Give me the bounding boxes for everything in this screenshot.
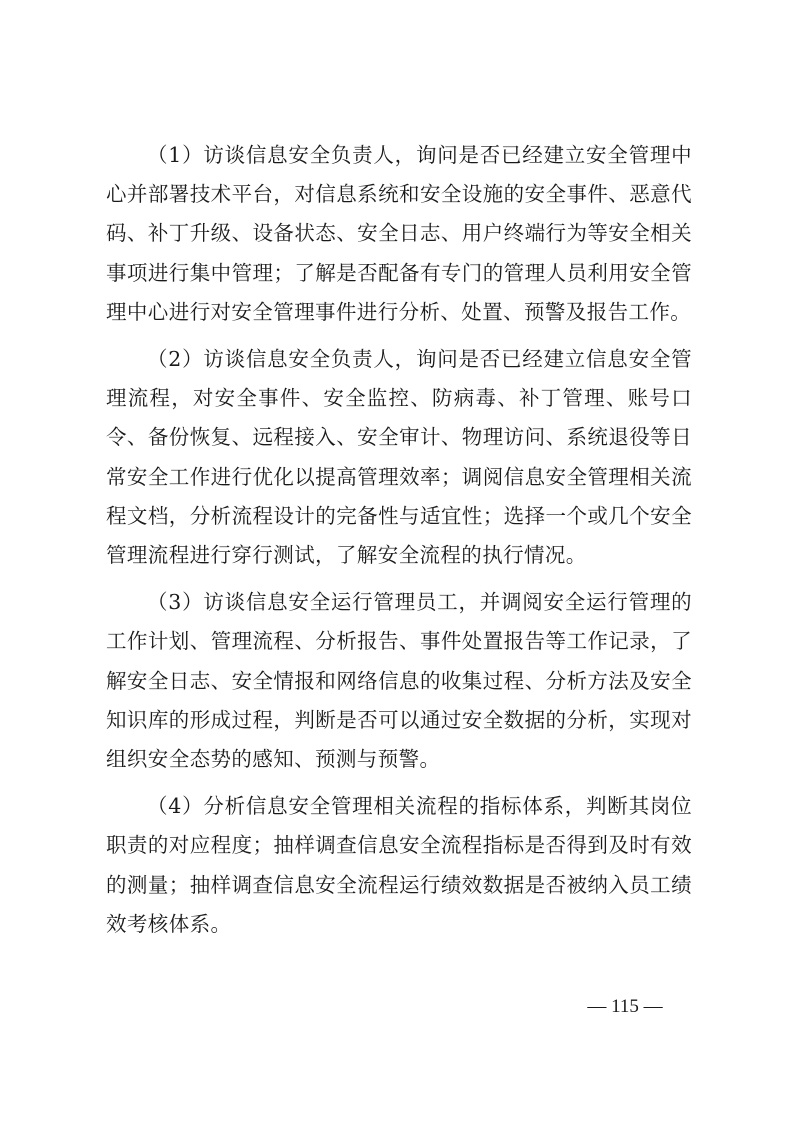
page-number: — 115 —	[587, 996, 663, 1017]
paragraph-3: （3）访谈信息安全运行管理员工，并调阅安全运行管理的工作计划、管理流程、分析报告、事件处置报告等工作记录，了解安全日志、安全情报和网络信息的收集过程、分析方法及安全知识库的形成过程，判断是否可以通过安全数据的分析，实现对组织安全态势的感知、预测与预警。	[106, 590, 692, 772]
paragraph-2: （2）访谈信息安全负责人，询问是否已经建立信息安全管理流程，对安全事件、安全监控、防病毒、补丁管理、账号口令、备份恢复、远程接入、安全审计、物理访问、系统退役等日常安全工作进行优化以提高管理效率；调阅信息安全管理相关流程文档，分析流程设计的完备性与适宜性；选择一个或几个安全管理流程进行穿行测试，了解安全流程的执行情况。	[106, 347, 692, 568]
body-text	[106, 136, 692, 952]
paragraph-1: （1）访谈信息安全负责人，询问是否已经建立安全管理中心并部署技术平台，对信息系统和安全设施的安全事件、恶意代码、补丁升级、设备状态、安全日志、用户终端行为等安全相关事项进行集中管理；了解是否配备有专门的管理人员利用安全管理中心进行对安全管理事件进行分析、处置、预警及报告工作。	[106, 143, 692, 324]
paragraph-4: （4）分析信息安全管理相关流程的指标体系，判断其岗位职责的对应程度；抽样调查信息安全流程指标是否得到及时有效的测量；抽样调查信息安全流程运行绩效数据是否被纳入员工绩效考核体系。	[106, 794, 692, 936]
